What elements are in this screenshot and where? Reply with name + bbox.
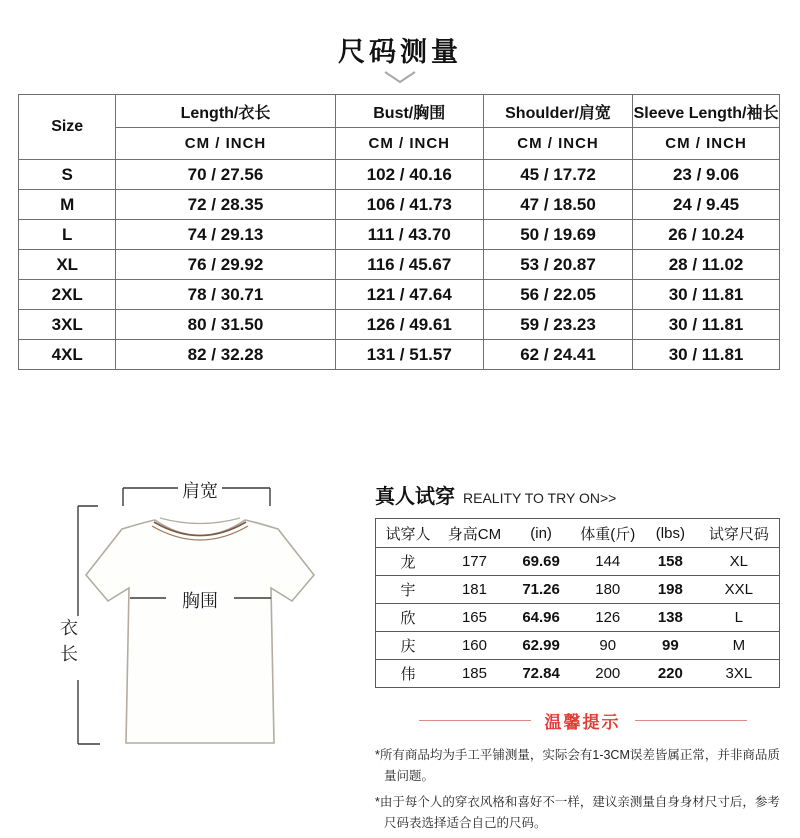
warm-tips-title: 温馨提示 [544,713,621,732]
try-on-row [376,660,780,688]
warm-tips-header [375,708,790,733]
cell-length: 76 / 29.92 [116,250,335,280]
cell-shoulder: 45 / 17.72 [483,160,632,190]
cell-shoulder: 53 / 20.87 [483,250,632,280]
length-label: 衣长 [52,618,84,670]
cell-bust: 116 / 45.67 [335,250,483,280]
fit-name: 伟 [400,666,416,683]
size-row-xl [19,250,780,280]
fit-col-size: 试穿尺码 [708,525,769,543]
cell-shoulder: 62 / 24.41 [483,340,632,370]
cell-size: S [19,160,116,190]
fit-name: 宇 [400,582,416,599]
tshirt-outline [86,520,314,743]
fit-weight-lbs: 198 [657,581,683,598]
cell-size: 2XL [19,280,116,310]
fit-height-in: 64.96 [522,609,560,626]
fit-col-height-in: (in) [530,524,552,542]
cell-bust: 102 / 40.16 [335,160,483,190]
try-on-row [376,576,780,604]
cell-shoulder: 47 / 18.50 [483,190,632,220]
cell-length: 70 / 27.56 [116,160,335,190]
cell-sleeve: 26 / 10.24 [633,220,780,250]
fit-size: 3XL [725,665,753,682]
fit-height-in: 69.69 [522,553,560,570]
try-on-row [376,548,780,576]
try-on-row [376,632,780,660]
fit-height-cm: 177 [461,553,487,570]
bust-label: 胸围 [179,587,221,613]
size-row-4xl [19,340,780,370]
fit-height-cm: 160 [461,637,487,654]
cell-size: XL [19,250,116,280]
cell-size: L [19,220,116,250]
cell-bust: 131 / 51.57 [335,340,483,370]
fit-weight-jin: 200 [595,665,621,682]
fit-height-cm: 181 [461,581,487,598]
size-row-s [19,160,780,190]
unit-header-shoulder: CM / INCH [483,128,632,160]
tips-divider-left [419,720,531,721]
size-table-unit-row [19,128,780,160]
fit-col-weight-lbs: (lbs) [655,524,685,542]
fit-weight-jin: 126 [595,609,621,626]
cell-shoulder: 59 / 23.23 [483,310,632,340]
column-header-length: Length/衣长 [116,95,335,128]
size-row-3xl [19,310,780,340]
cell-size: 4XL [19,340,116,370]
fit-name: 庆 [400,638,416,655]
fit-height-in: 72.84 [522,665,560,682]
fit-height-in: 62.99 [522,637,560,654]
cell-shoulder: 50 / 19.69 [483,220,632,250]
try-on-title-cn: 真人试穿 [375,486,455,508]
try-on-row [376,604,780,632]
cell-size: M [19,190,116,220]
fit-weight-lbs: 158 [657,553,683,570]
cell-size: 3XL [19,310,116,340]
try-on-header-row [376,519,780,548]
fit-weight-lbs: 99 [662,637,679,654]
try-on-title [375,480,790,509]
fit-size: L [734,609,743,626]
cell-length: 78 / 30.71 [116,280,335,310]
size-table-header-row [19,95,780,128]
page-title: 尺码测量 [338,37,462,67]
try-on-panel [375,480,790,838]
tips-divider-right [635,720,747,721]
fit-height-in: 71.26 [522,581,560,598]
fit-col-weight-jin: 体重(斤) [580,525,636,543]
fit-weight-lbs: 138 [657,609,683,626]
shoulder-width-label: 肩宽 [179,477,221,503]
cell-bust: 126 / 49.61 [335,310,483,340]
cell-sleeve: 30 / 11.81 [633,280,780,310]
fit-col-person: 试穿人 [385,525,431,543]
column-header-bust: Bust/胸围 [335,95,483,128]
cell-bust: 121 / 47.64 [335,280,483,310]
size-row-2xl [19,280,780,310]
fit-size: XXL [724,581,753,598]
cell-sleeve: 30 / 11.81 [633,310,780,340]
cell-bust: 111 / 43.70 [335,220,483,250]
fit-col-height-cm: 身高CM [447,525,502,543]
unit-header-length: CM / INCH [116,128,335,160]
fit-weight-jin: 144 [595,553,621,570]
fit-size: XL [729,553,748,570]
cell-length: 74 / 29.13 [116,220,335,250]
cell-bust: 106 / 41.73 [335,190,483,220]
cell-length: 80 / 31.50 [116,310,335,340]
cell-length: 72 / 28.35 [116,190,335,220]
fit-name: 龙 [400,554,416,571]
tips-note-1: *所有商品均为手工平铺测量，实际会有1-3CM误差皆属正常，并非商品质量问题。 [375,748,780,784]
fit-height-cm: 185 [461,665,487,682]
cell-sleeve: 23 / 9.06 [633,160,780,190]
cell-shoulder: 56 / 22.05 [483,280,632,310]
fit-name: 欣 [400,610,416,627]
size-table [18,94,780,370]
size-row-l [19,220,780,250]
try-on-table [375,518,780,688]
chevron-down-icon [383,70,417,84]
fit-height-cm: 165 [461,609,487,626]
tips-note-2: *由于每个人的穿衣风格和喜好不一样，建议亲测量自身身材尺寸后，参考尺码表选择适合自己的尺码。 [375,794,780,830]
cell-sleeve: 28 / 11.02 [633,250,780,280]
try-on-title-en: REALITY TO TRY ON>> [463,490,617,506]
fit-weight-jin: 180 [595,581,621,598]
size-row-m [19,190,780,220]
fit-size: M [732,637,746,654]
column-header-size: Size [19,95,116,160]
warm-tips-notes [375,745,790,834]
cell-length: 82 / 32.28 [116,340,335,370]
cell-sleeve: 30 / 11.81 [633,340,780,370]
cell-sleeve: 24 / 9.45 [633,190,780,220]
fit-weight-jin: 90 [599,637,617,654]
column-header-shoulder: Shoulder/肩宽 [483,95,632,128]
fit-weight-lbs: 220 [657,665,683,682]
unit-header-sleeve: CM / INCH [633,128,780,160]
unit-header-bust: CM / INCH [335,128,483,160]
column-header-sleeve: Sleeve Length/袖长 [633,95,780,128]
